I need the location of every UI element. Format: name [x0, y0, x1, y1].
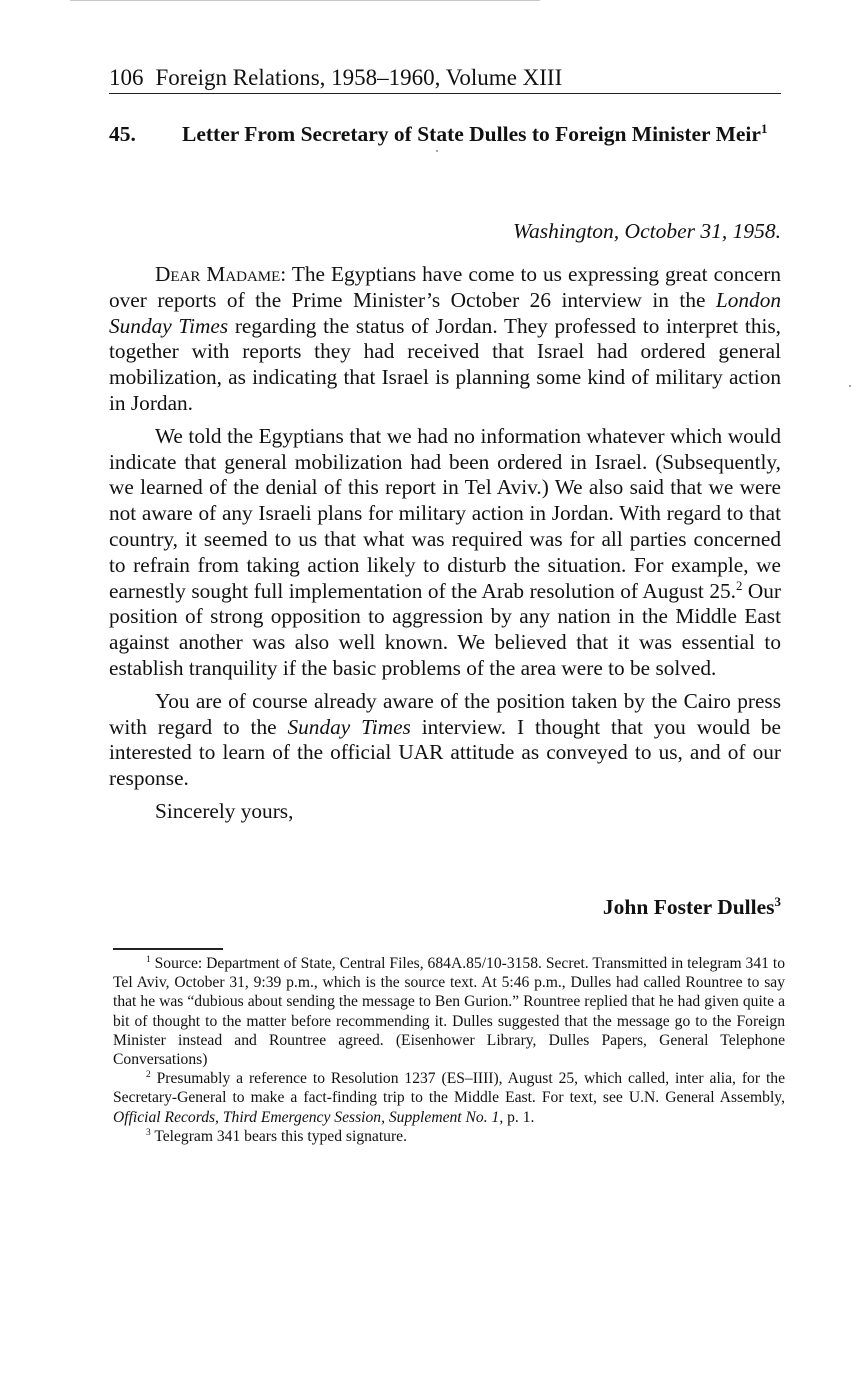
footnote-marker-3: 3	[146, 1127, 151, 1138]
paragraph-2	[109, 424, 781, 682]
scan-speck	[849, 385, 851, 387]
footnote-ref-3[interactable]: 3	[774, 894, 781, 909]
document-title-text: Letter From Secretary of State Dulles to Foreign Minister Meir	[182, 122, 761, 146]
series-title: Foreign Relations, 1958–1960, Volume XIII	[155, 65, 563, 90]
scan-speck	[436, 150, 438, 152]
paragraph-2-text-b: Our position of strong opposition to aggression by any nation in the Middle East against another was also well known. We believed that it was essential to establish tranquility if the basic problems of the area were to be solved.	[109, 578, 781, 680]
closing: Sincerely yours,	[155, 798, 294, 823]
paragraph-2-text-a: We told the Egyptians that we had no information whatever which would indicate that general mobilization had been ordered in Israel. (Subsequently, we learned of the denial of this report in Tel Aviv.) We also said that we were not aware of any Israeli plans for military action in Jordan. With regard to that country, it seemed to us that what was required was for all parties concerned to refrain from taking action likely to disturb the situation. For example, we earnestly sought full implementation of the Arab resolution of August 25.	[109, 423, 781, 603]
footnote-divider	[113, 948, 223, 950]
footnote-2	[113, 1069, 785, 1127]
newspaper-name-2: Sunday Times	[287, 714, 411, 739]
paragraph-3-text-b: interview. I thought that you would be interested to learn of the official UAR attitude as conveyed to us, and of our response.	[109, 714, 781, 791]
footnote-3	[113, 1127, 785, 1146]
footnote-2-text-b: p. 1.	[503, 1108, 535, 1126]
footnotes	[113, 954, 785, 1146]
footnote-ref-1[interactable]: 1	[760, 121, 768, 136]
newspaper-name: London Sunday Times	[109, 287, 781, 338]
running-head	[109, 64, 781, 94]
signature-name: John Foster Dulles	[602, 895, 775, 919]
document-number: 45.	[109, 122, 136, 146]
dateline: Washington, October 31, 1958.	[513, 219, 781, 243]
paragraph-1	[109, 262, 781, 417]
page-number: 106	[109, 65, 144, 90]
signature	[109, 893, 781, 921]
footnote-marker-1: 1	[146, 954, 151, 965]
footnote-marker-2: 2	[146, 1070, 151, 1081]
document-title	[182, 121, 782, 148]
paragraph-3-text-a: You are of course already aware of the position taken by the Cairo press with regard to the	[109, 688, 781, 739]
footnote-3-text: Telegram 341 bears this typed signature.	[154, 1127, 407, 1145]
footnote-2-citation: Official Records, Third Emergency Session, Supplement No. 1,	[113, 1108, 504, 1126]
footnote-1-text: Source: Department of State, Central Files, 684A.85/10-3158. Secret. Transmitted in telegram 341 to Tel Aviv, October 31, 9:39 p.m., which is the source text. At 5:46 p.m., Dulles had called Rountree to say that he was “dubious about sending the message to Ben Gurion.” Rountree replied that he had given quite a bit of thought to the matter before recommending it. Dulles suggested that the message go to the Foreign Minister instead and Rountree agreed. (Eisenhower Library, Dulles Papers, General Telephone Conversations)	[113, 955, 785, 1069]
paragraph-1-text-a: The Egyptians have come to us expressing great concern over reports of the Prime Minister’s October 26 interview in the	[109, 262, 781, 312]
letter-body	[109, 262, 781, 832]
scan-edge-line	[70, 0, 540, 1]
footnote-2-text-a: Presumably a reference to Resolution 1237 (ES–IIII), August 25, which called, inter alia, for the Secretary-General to make a fact-finding trip to the Middle East. For text, see U.N. General Assembly,	[113, 1070, 785, 1107]
salutation: Dear Madame:	[155, 262, 287, 286]
paragraph-3	[109, 689, 781, 792]
paragraph-1-text-b: regarding the status of Jordan. They professed to interpret this, together with reports they had received that Israel had ordered general mobilization, as indicating that Israel is planning some kind of military action in Jordan.	[109, 313, 781, 415]
footnote-ref-2[interactable]: 2	[735, 578, 743, 593]
footnote-1	[113, 954, 785, 1069]
